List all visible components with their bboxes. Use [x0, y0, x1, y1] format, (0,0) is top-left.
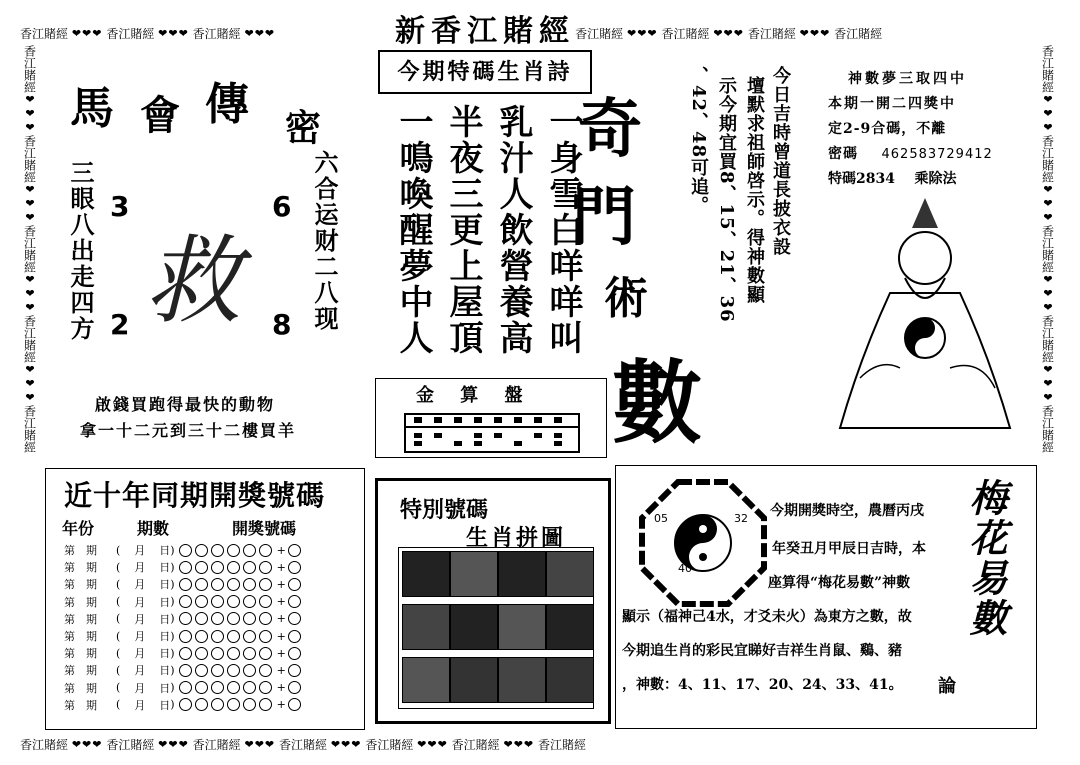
border-label: 香江賭經: [192, 26, 241, 41]
row-month: 月: [134, 664, 146, 678]
number-circle[interactable]: [211, 681, 224, 694]
border-label: 香江賭經: [278, 737, 327, 752]
row-month: 月: [134, 681, 146, 695]
number-circle[interactable]: [179, 647, 192, 660]
row-plus: +: [276, 560, 286, 574]
puzzle-piece: [546, 551, 594, 597]
row-month: 月: [134, 647, 146, 661]
number-circle[interactable]: [179, 578, 192, 591]
number-circle[interactable]: [243, 544, 256, 557]
number-circle[interactable]: [211, 544, 224, 557]
row-month: 月: [134, 561, 146, 575]
right-text-line-1: 神數夢三取四中: [848, 71, 967, 87]
border-ornament: ❤❤❤: [244, 26, 276, 40]
history-row: [64, 697, 304, 713]
bagua-icon: [638, 478, 768, 608]
row-period: 第 期: [64, 561, 97, 575]
border-label: 香江賭經: [451, 737, 500, 752]
row-paren-close: ): [170, 681, 175, 695]
left-title-char-2: 會: [140, 92, 180, 139]
right-text-line-5: [828, 168, 956, 188]
row-period: 第 期: [64, 698, 97, 712]
border-ornament: ❤❤❤: [71, 26, 103, 40]
row-paren-close: ): [170, 560, 175, 574]
number-circle[interactable]: [227, 612, 240, 625]
border-label: 香江賭經: [22, 225, 37, 273]
row-day: 日: [159, 561, 171, 575]
notice-column-3: 示今期宜買8、15、21、36: [716, 76, 737, 323]
riddle-line-2: 拿一十二元到三十二樓買羊: [80, 421, 297, 440]
border-label: 香江賭經: [22, 135, 37, 183]
number-circle[interactable]: [259, 612, 272, 625]
right-text-line-2: 本期一開二四獎中: [828, 96, 956, 112]
row-month: 月: [134, 544, 146, 557]
row-day: 日: [159, 664, 171, 678]
bagua-number-2: 32: [734, 512, 748, 525]
border-ornament: ❤❤❤: [1041, 273, 1055, 315]
meihua-end-char: 論: [938, 676, 956, 697]
poem-title: 今期特碼生肖詩: [378, 50, 592, 94]
border-ornament: ❤❤❤: [23, 183, 37, 225]
row-period: 第 期: [64, 544, 97, 557]
number-circle[interactable]: [179, 681, 192, 694]
notice-column-4: 、42、48可追。: [688, 66, 709, 216]
number-circle[interactable]: [259, 681, 272, 694]
number-circle[interactable]: [179, 544, 192, 557]
right-text-line-3: 定2-9合碼，不離: [828, 121, 947, 137]
row-paren-open: (: [116, 698, 121, 712]
number-circle[interactable]: [195, 630, 208, 643]
number-circle[interactable]: [195, 664, 208, 677]
number-circle[interactable]: [211, 561, 224, 574]
row-day: 日: [159, 544, 171, 557]
row-day: 日: [159, 698, 171, 712]
history-row: [64, 662, 304, 678]
puzzle-piece: [450, 551, 498, 597]
row-period: 第 期: [64, 664, 97, 678]
border-ornament: ❤❤❤: [1041, 183, 1055, 225]
number-circle[interactable]: [243, 698, 256, 711]
row-paren-close: ): [170, 646, 175, 660]
number-circle[interactable]: [195, 578, 208, 591]
number-circle[interactable]: [243, 681, 256, 694]
number-circle[interactable]: [179, 612, 192, 625]
row-day: 日: [159, 595, 171, 609]
right-border: [1036, 45, 1060, 735]
special-number-circle[interactable]: [288, 578, 301, 591]
number-circle[interactable]: [195, 612, 208, 625]
row-month: 月: [134, 595, 146, 609]
row-paren-open: (: [116, 646, 121, 660]
row-month: 月: [134, 578, 146, 592]
number-circle[interactable]: [227, 681, 240, 694]
special-number-circle[interactable]: [288, 544, 301, 557]
border-label: 香江賭經: [1040, 45, 1055, 93]
row-plus: +: [276, 577, 286, 591]
number-circle[interactable]: [211, 664, 224, 677]
number-circle[interactable]: [179, 664, 192, 677]
meihua-line-3: 座算得“梅花易數”神數: [768, 575, 911, 591]
history-row: [64, 576, 304, 592]
puzzle-piece: [498, 604, 546, 650]
row-paren-close: ): [170, 629, 175, 643]
number-circle[interactable]: [211, 578, 224, 591]
number-top-right: 6: [272, 190, 292, 223]
qimen-char-3: 術: [604, 273, 648, 324]
special-code: 特碼2834: [828, 171, 895, 187]
number-circle[interactable]: [259, 561, 272, 574]
meihua-line-2: 年癸丑月甲辰日吉時，本: [772, 541, 926, 557]
border-label: 香江賭經: [22, 45, 37, 93]
number-circle[interactable]: [259, 544, 272, 557]
row-paren-open: (: [116, 681, 121, 695]
history-col-year: 年份: [62, 519, 95, 538]
abacus-icon: [404, 413, 580, 453]
puzzle-piece: [402, 551, 450, 597]
number-circle[interactable]: [195, 561, 208, 574]
border-ornament: ❤❤❤: [23, 363, 37, 405]
meihua-line-5: 今期追生肖的彩民宜睇好吉祥生肖鼠、鷄、豬: [622, 643, 902, 659]
row-paren-close: ): [170, 663, 175, 677]
qimen-char-2: 門: [572, 180, 636, 255]
puzzle-piece: [402, 657, 450, 703]
left-title-char-3: 傳: [205, 79, 249, 130]
border-label: 香江賭經: [575, 26, 624, 41]
border-label: 香江賭經: [22, 315, 37, 363]
right-column-text: 六合运财二八现: [310, 150, 339, 332]
history-row: [64, 559, 304, 575]
history-row: [64, 628, 304, 644]
number-circle[interactable]: [227, 595, 240, 608]
special-number-circle[interactable]: [288, 630, 301, 643]
number-circle[interactable]: [243, 664, 256, 677]
number-circle[interactable]: [259, 664, 272, 677]
row-plus: +: [276, 663, 286, 677]
number-circle[interactable]: [179, 698, 192, 711]
history-title: 近十年同期開獎號碼: [64, 479, 326, 512]
number-circle[interactable]: [211, 698, 224, 711]
number-bottom-right: 8: [272, 308, 292, 341]
notice-column-2: 壇默求祖師啓示。得神數顯: [744, 76, 765, 304]
row-paren-open: (: [116, 560, 121, 574]
special-number-circle[interactable]: [288, 664, 301, 677]
border-label: 香江賭經: [661, 26, 710, 41]
row-plus: +: [276, 629, 286, 643]
puzzle-piece: [498, 657, 546, 703]
bagua-number-1: 05: [654, 512, 668, 525]
special-number-circle[interactable]: [288, 681, 301, 694]
special-panel: [375, 478, 611, 724]
poem-column-4: 一鳴喚醒夢中人: [393, 104, 433, 356]
border-ornament: ❤❤❤: [1041, 93, 1055, 135]
history-row: [64, 542, 304, 558]
method-label: 乘除法: [914, 171, 957, 187]
row-plus: +: [276, 543, 286, 557]
history-col-numbers: 開獎號碼: [232, 519, 297, 538]
border-ornament: ❤❤❤: [417, 737, 448, 751]
abacus-label: 金 算 盤: [416, 385, 533, 406]
special-title-2: 生肖拼圖: [466, 525, 567, 551]
number-circle[interactable]: [259, 595, 272, 608]
left-title-char-4: 密: [285, 107, 322, 149]
border-label: 香江賭經: [22, 405, 37, 453]
number-circle[interactable]: [195, 595, 208, 608]
meihua-line-4: 顯示（福神己4水，才爻未火）為東方之數，故: [622, 609, 912, 625]
calligraphy-glyph: 救: [145, 225, 241, 337]
bagua-number-3: 40: [678, 562, 692, 575]
border-ornament: ❤❤❤: [330, 737, 362, 751]
number-circle[interactable]: [259, 698, 272, 711]
poem-column-2: 乳汁人飲營養高: [493, 104, 533, 356]
meihua-vertical-title: 梅花易數: [963, 478, 1008, 638]
number-circle[interactable]: [227, 698, 240, 711]
puzzle-piece: [546, 657, 594, 703]
special-number-circle[interactable]: [288, 612, 301, 625]
riddle-line-1: 啟錢買跑得最快的動物: [95, 395, 276, 414]
border-label: 香江賭經: [747, 26, 796, 41]
number-circle[interactable]: [227, 630, 240, 643]
number-circle[interactable]: [195, 544, 208, 557]
border-label: 香江賭經: [537, 737, 586, 752]
number-circle[interactable]: [179, 561, 192, 574]
number-circle[interactable]: [211, 630, 224, 643]
border-ornament: ❤❤❤: [23, 273, 37, 315]
puzzle-piece: [498, 551, 546, 597]
number-bottom-left: 2: [110, 308, 130, 341]
row-day: 日: [159, 612, 171, 626]
row-month: 月: [134, 630, 146, 643]
password-value: 462583729412: [881, 147, 993, 162]
number-circle[interactable]: [243, 578, 256, 591]
number-circle[interactable]: [243, 612, 256, 625]
special-number-circle[interactable]: [288, 595, 301, 608]
number-circle[interactable]: [211, 595, 224, 608]
special-title-1: 特別號碼: [400, 497, 489, 523]
number-circle[interactable]: [179, 595, 192, 608]
row-plus: +: [276, 698, 286, 712]
border-ornament: ❤❤❤: [158, 26, 189, 40]
number-circle[interactable]: [259, 630, 272, 643]
border-ornament: ❤❤❤: [158, 737, 189, 751]
number-circle[interactable]: [211, 647, 224, 660]
qimen-char-4: 數: [612, 350, 702, 456]
row-paren-close: ): [170, 543, 175, 557]
number-circle[interactable]: [195, 698, 208, 711]
border-ornament: ❤❤❤: [713, 26, 744, 40]
border-label: 香江賭經: [1040, 135, 1055, 183]
row-paren-open: (: [116, 595, 121, 609]
number-circle[interactable]: [243, 630, 256, 643]
row-month: 月: [134, 612, 146, 626]
zodiac-puzzle-grid: [398, 547, 594, 709]
special-number-circle[interactable]: [288, 698, 301, 711]
row-plus: +: [276, 681, 286, 695]
border-ornament: ❤❤❤: [23, 93, 37, 135]
history-row: [64, 645, 304, 661]
poem-column-1: 一身雪白咩咩叫: [543, 104, 583, 356]
row-paren-open: (: [116, 612, 121, 626]
border-label: 香江賭經: [1040, 225, 1055, 273]
meihua-line-6: ，神數：4、11、17、20、24、33、41。: [622, 677, 903, 693]
row-period: 第 期: [64, 630, 97, 643]
row-paren-close: ): [170, 698, 175, 712]
puzzle-piece: [546, 604, 594, 650]
puzzle-piece: [450, 604, 498, 650]
row-day: 日: [159, 578, 171, 592]
special-number-circle[interactable]: [288, 561, 301, 574]
number-circle[interactable]: [227, 544, 240, 557]
border-label: 香江賭經: [1040, 405, 1055, 453]
border-ornament: ❤❤❤: [799, 26, 831, 40]
number-circle[interactable]: [243, 647, 256, 660]
row-paren-open: (: [116, 577, 121, 591]
abacus-panel: [375, 378, 607, 458]
row-day: 日: [159, 647, 171, 661]
row-month: 月: [134, 698, 146, 712]
special-number-circle[interactable]: [288, 647, 301, 660]
notice-column-1: 今日吉時曾道長披衣設: [770, 66, 791, 256]
row-paren-close: ): [170, 577, 175, 591]
number-circle[interactable]: [243, 561, 256, 574]
border-label: 香江賭經: [365, 737, 414, 752]
history-row: [64, 594, 304, 610]
number-circle[interactable]: [195, 681, 208, 694]
border-label: 香江賭經: [834, 26, 883, 41]
qimen-char-1: 奇: [578, 92, 642, 167]
deity-illustration: [820, 188, 1030, 438]
row-day: 日: [159, 630, 171, 643]
border-label: 香江賭經: [20, 737, 69, 752]
number-circle[interactable]: [195, 647, 208, 660]
border-label: 香江賭經: [192, 737, 241, 752]
left-column-text: 三眼八出走四方: [66, 160, 95, 342]
number-circle[interactable]: [179, 630, 192, 643]
history-row: [64, 680, 304, 696]
number-circle[interactable]: [227, 664, 240, 677]
row-paren-close: ): [170, 612, 175, 626]
border-ornament: ❤❤❤: [71, 737, 103, 751]
left-title-char-1: 馬: [70, 83, 114, 134]
border-ornament: ❤❤❤: [503, 737, 535, 751]
row-paren-close: ): [170, 595, 175, 609]
row-paren-open: (: [116, 663, 121, 677]
meihua-line-1: 今期開獎時空，農曆丙戌: [770, 503, 924, 519]
number-circle[interactable]: [259, 578, 272, 591]
border-ornament: ❤❤❤: [244, 737, 276, 751]
border-ornament: ❤❤❤: [1041, 363, 1055, 405]
left-border: [18, 45, 42, 735]
poem-column-3: 半夜三更上屋頂: [443, 104, 483, 356]
history-row: [64, 611, 304, 627]
row-paren-open: (: [116, 543, 121, 557]
number-circle[interactable]: [227, 578, 240, 591]
row-plus: +: [276, 646, 286, 660]
row-period: 第 期: [64, 612, 97, 626]
history-col-period: 期數: [137, 519, 170, 538]
border-ornament: ❤❤❤: [627, 26, 658, 40]
puzzle-piece: [402, 604, 450, 650]
number-top-left: 3: [110, 190, 130, 223]
row-period: 第 期: [64, 578, 97, 592]
row-paren-open: (: [116, 629, 121, 643]
row-day: 日: [159, 681, 171, 695]
page-title: 新香江賭經: [395, 14, 575, 49]
row-plus: +: [276, 595, 286, 609]
number-circle[interactable]: [211, 612, 224, 625]
border-label: 香江賭經: [106, 737, 155, 752]
row-period: 第 期: [64, 647, 97, 661]
border-label: 香江賭經: [1040, 315, 1055, 363]
border-label: 香江賭經: [106, 26, 155, 41]
row-plus: +: [276, 612, 286, 626]
password-label: 密碼: [828, 146, 858, 162]
border-label: 香江賭經: [20, 26, 69, 41]
number-circle[interactable]: [243, 595, 256, 608]
puzzle-piece: [450, 657, 498, 703]
number-circle[interactable]: [227, 561, 240, 574]
bottom-border: [20, 733, 1060, 755]
right-text-line-4: [828, 143, 993, 163]
row-period: 第 期: [64, 595, 97, 609]
number-circle[interactable]: [227, 647, 240, 660]
row-period: 第 期: [64, 681, 97, 695]
number-circle[interactable]: [259, 647, 272, 660]
